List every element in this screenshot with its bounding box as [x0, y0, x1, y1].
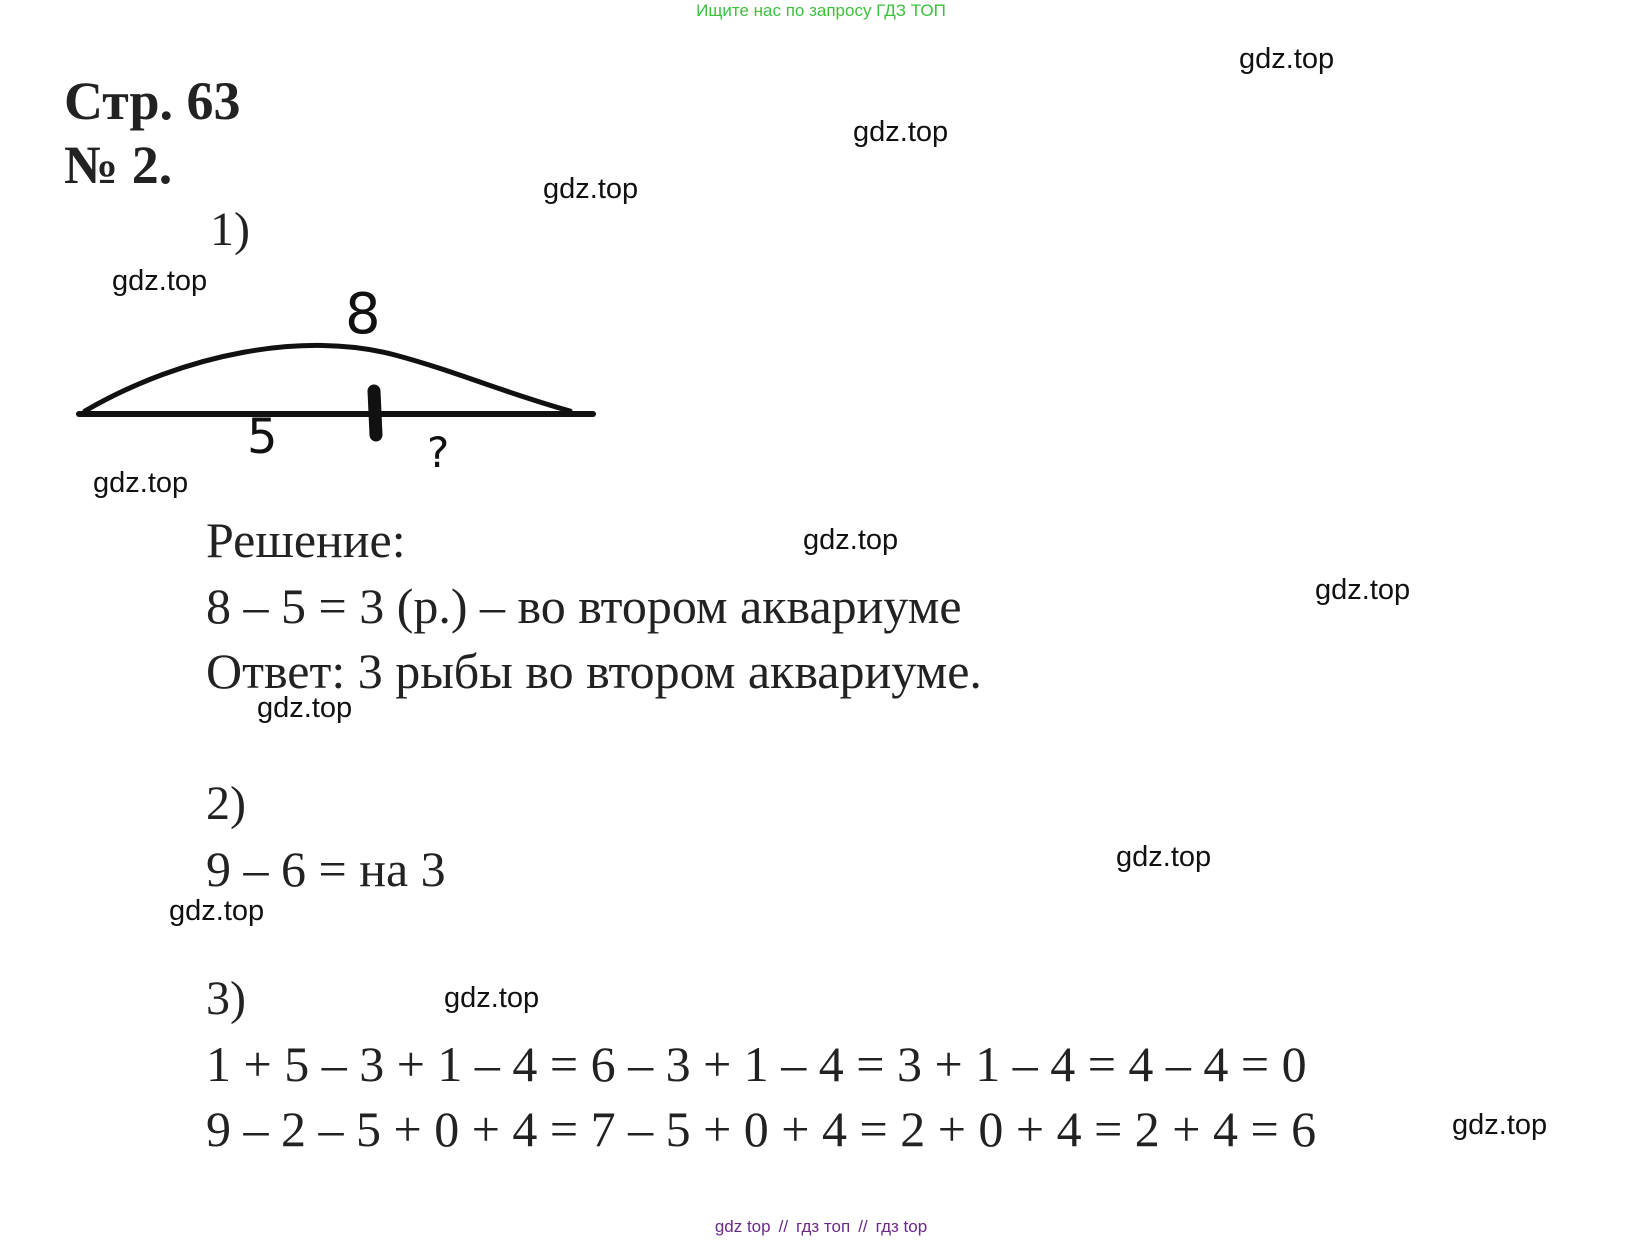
solution-equation: 8 – 5 = 3 (р.) – во втором аквариуме	[206, 578, 962, 634]
split-mark	[374, 391, 376, 435]
part-2-label: 2)	[206, 777, 246, 830]
unknown-part-value: ?	[427, 428, 450, 477]
total-value: 8	[345, 283, 381, 347]
watermark: gdz.top	[257, 692, 353, 724]
part-3-line-2: 9 – 2 – 5 + 0 + 4 = 7 – 5 + 0 + 4 = 2 + 0 + 4 = 2 + 4 = 6	[206, 1101, 1317, 1157]
watermark: gdz.top	[1315, 574, 1411, 606]
watermark: gdz.top	[169, 895, 265, 927]
watermark: gdz.top	[112, 265, 208, 297]
watermark: gdz.top	[93, 467, 189, 499]
footer-separator: //	[858, 1217, 868, 1236]
solution-title: Решение:	[206, 512, 406, 568]
watermark: gdz.top	[444, 982, 540, 1014]
watermark: gdz.top	[1116, 841, 1212, 873]
left-part-value: 5	[247, 409, 278, 465]
segment-diagram	[75, 283, 605, 483]
page-number-heading: Стр. 63	[64, 71, 241, 131]
answer-line: Ответ: 3 рыбы во втором аквариуме.	[206, 643, 982, 699]
part-1-label: 1)	[210, 203, 250, 256]
footer-links	[0, 1217, 1642, 1237]
footer-link-3[interactable]: гдз top	[875, 1217, 928, 1236]
watermark: gdz.top	[543, 173, 639, 205]
footer-link-2[interactable]: гдз топ	[796, 1217, 851, 1236]
watermark: gdz.top	[1239, 43, 1335, 75]
footer-link-1[interactable]: gdz top	[714, 1217, 771, 1236]
watermark: gdz.top	[803, 524, 899, 556]
part-2-equation: 9 – 6 = на 3	[206, 841, 446, 897]
watermark: gdz.top	[1452, 1109, 1548, 1141]
watermark: gdz.top	[853, 116, 949, 148]
total-arc	[85, 345, 570, 411]
footer-separator: //	[778, 1217, 789, 1236]
task-number-heading: № 2.	[64, 135, 173, 195]
part-3-label: 3)	[206, 972, 246, 1025]
search-banner: Ищите нас по запросу ГДЗ ТОП	[696, 1, 946, 20]
part-3-line-1: 1 + 5 – 3 + 1 – 4 = 6 – 3 + 1 – 4 = 3 + 1 – 4 = 4 – 4 = 0	[206, 1036, 1307, 1092]
